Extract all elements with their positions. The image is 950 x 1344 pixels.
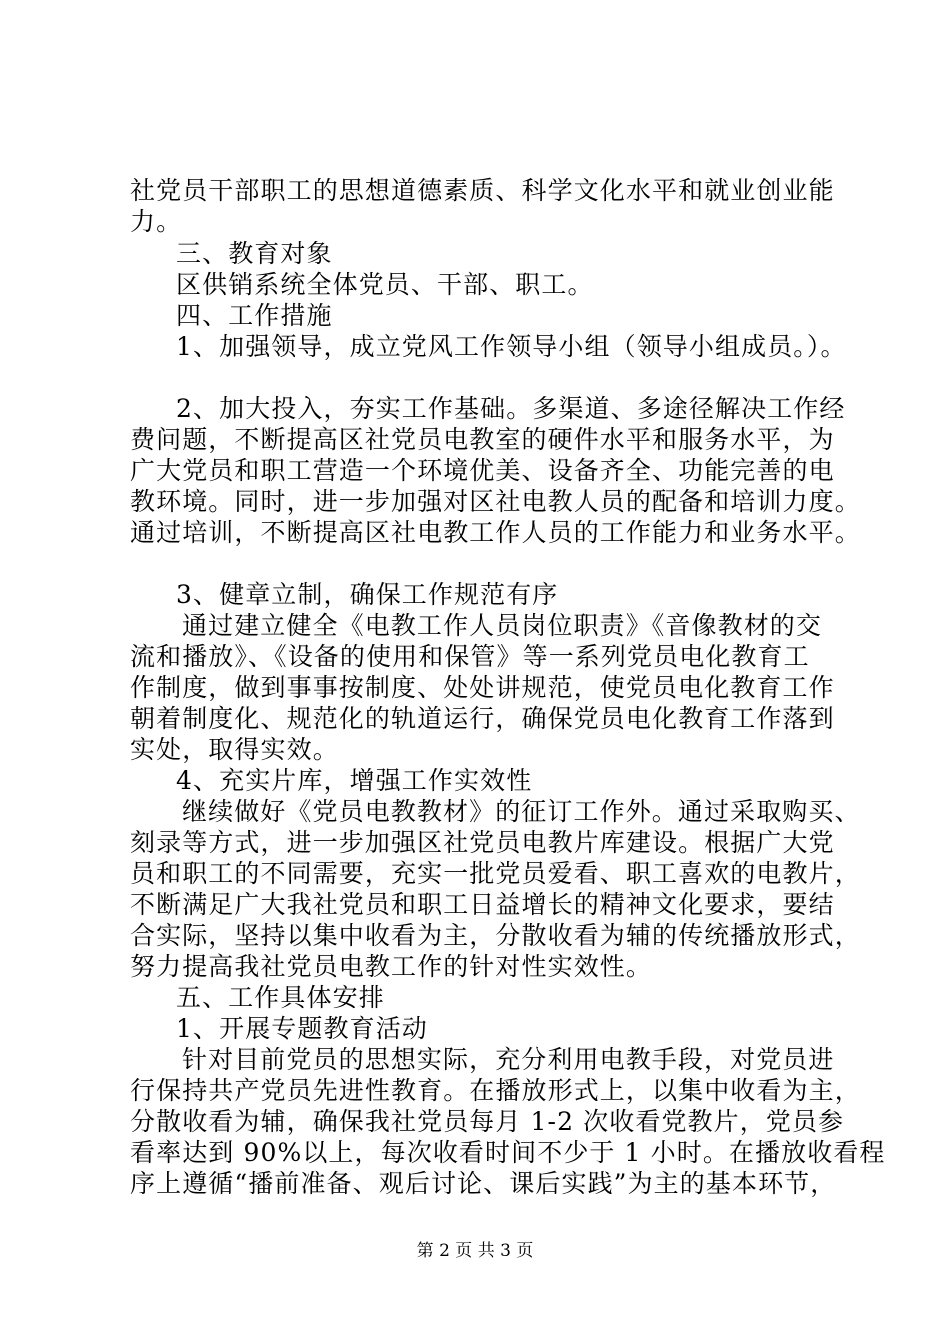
paragraph-line: 通过建立健全《电教工作人员岗位职责》《音像教材的交 [182, 611, 823, 640]
section-heading: 四、工作措施 [176, 301, 333, 330]
paragraph-line: 区供销系统全体党员、干部、职工。 [176, 270, 594, 299]
paragraph-line: 教环境。同时，进一步加强对区社电教人员的配备和培训力度。 [130, 487, 861, 516]
paragraph-line: 合实际，坚持以集中收看为主，分散收看为辅的传统播放形式， [130, 921, 861, 950]
paragraph-line: 序上遵循“播前准备、观后讨论、课后实践”为主的基本环节， [130, 1169, 837, 1198]
paragraph-line: 刻录等方式，进一步加强区社党员电教片库建设。根据广大党 [130, 828, 835, 857]
paragraph-line: 作制度，做到事事按制度、处处讲规范，使党员电化教育工作 [130, 673, 835, 702]
section-heading: 三、教育对象 [176, 239, 333, 268]
paragraph-line: 继续做好《党员电教教材》的征订工作外。通过采取购买、 [182, 797, 861, 826]
paragraph-line: 朝着制度化、规范化的轨道运行，确保党员电化教育工作落到 [130, 704, 835, 733]
paragraph-line: 实处，取得实效。 [130, 735, 339, 764]
paragraph-line: 通过培训，不断提高区社电教工作人员的工作能力和业务水平。 [130, 518, 861, 547]
subsection-heading: 1、开展专题教育活动 [176, 1014, 428, 1043]
subsection-heading: 4、充实片库，增强工作实效性 [176, 766, 533, 795]
paragraph-line: 广大党员和职工营造一个环境优美、设备齐全、功能完善的电 [130, 456, 835, 485]
paragraph-line: 行保持共产党员先进性教育。在播放形式上，以集中收看为主， [130, 1076, 861, 1105]
paragraph-line: 社党员干部职工的思想道德素质、科学文化水平和就业创业能 [130, 176, 835, 205]
paragraph-line: 针对目前党员的思想实际，充分利用电教手段，对党员进 [182, 1045, 835, 1074]
paragraph-line: 费问题，不断提高区社党员电教室的硬件水平和服务水平，为 [130, 425, 835, 454]
page-footer: 第 2 页 共 3 页 [416, 1241, 534, 1261]
paragraph-line: 力。 [130, 207, 183, 236]
paragraph-line: 看率达到 90%以上，每次收看时间不少于 1 小时。在播放收看程 [130, 1138, 886, 1167]
subsection-heading: 3、健章立制，确保工作规范有序 [176, 580, 559, 609]
paragraph-line: 不断满足广大我社党员和职工日益增长的精神文化要求，要结 [130, 890, 835, 919]
paragraph-line: 努力提高我社党员电教工作的针对性实效性。 [130, 952, 653, 981]
paragraph-line: 流和播放》、《设备的使用和保管》等一系列党员电化教育工 [130, 642, 810, 671]
section-heading: 五、工作具体安排 [176, 983, 385, 1012]
paragraph-line: 员和职工的不同需要，充实一批党员爱看、职工喜欢的电教片， [130, 859, 861, 888]
paragraph-line: 分散收看为辅，确保我社党员每月 1-2 次收看党教片，党员参 [130, 1107, 845, 1136]
subsection-heading: 2、加大投入，夯实工作基础。多渠道、多途径解决工作经 [176, 394, 846, 423]
subsection-heading: 1、加强领导，成立党风工作领导小组（领导小组成员。）。 [176, 332, 847, 361]
